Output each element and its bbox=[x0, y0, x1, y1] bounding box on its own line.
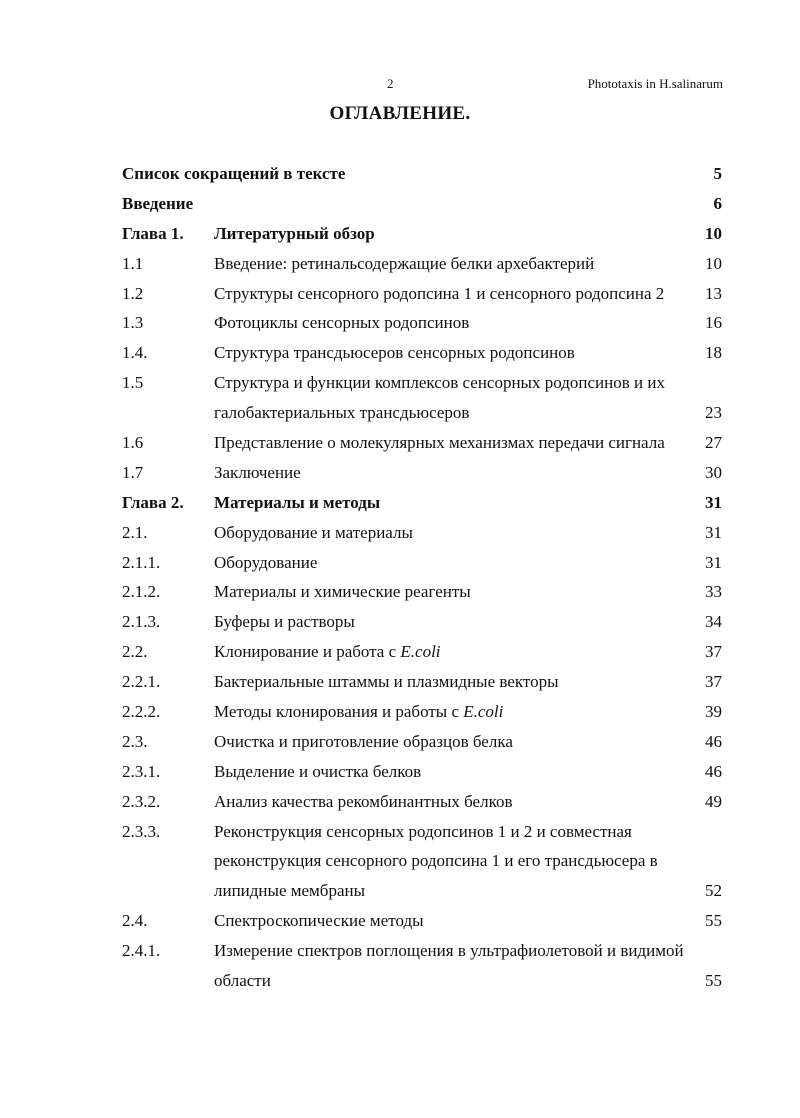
toc-entry-title bbox=[214, 518, 413, 548]
toc-entry-number: 1.6 bbox=[122, 433, 144, 453]
toc-entry-number: 2.2.1. bbox=[122, 672, 161, 692]
toc-entry-number: 1.3 bbox=[122, 313, 144, 333]
toc-entry-title-text: Материалы и методы bbox=[214, 492, 381, 512]
toc-entry-title bbox=[214, 458, 301, 488]
toc-entry-line bbox=[122, 279, 722, 309]
toc-entry-title bbox=[214, 876, 365, 906]
toc-entry-title bbox=[214, 697, 503, 727]
toc-entry-title-text: Фотоциклы сенсорных родопсинов bbox=[214, 313, 470, 333]
toc-entry-title-text: Буферы и растворы bbox=[214, 612, 355, 632]
toc-entry-title-text: Структура и функции комплексов сенсорных родопсинов и их bbox=[214, 373, 665, 393]
toc-entry-number: 2.3.1. bbox=[122, 761, 161, 781]
toc-entry-page: 31 bbox=[705, 552, 722, 572]
toc-entry-title-text: Список сокращений в тексте bbox=[122, 164, 346, 183]
toc-entry-title-text: Клонирование и работа с bbox=[214, 642, 401, 662]
toc-entry-page: 31 bbox=[705, 522, 722, 542]
toc-entry-number: 2.3.2. bbox=[122, 791, 161, 811]
toc-entry-title-text: Структура трансдьюсеров сенсорных родопсинов bbox=[214, 343, 575, 363]
toc-entry-page: 6 bbox=[713, 193, 722, 213]
toc-entry-number: Глава 1. bbox=[122, 223, 184, 243]
toc-entry-number: Глава 2. bbox=[122, 492, 184, 512]
toc-entry-page: 37 bbox=[705, 672, 722, 692]
page-number: 2 bbox=[387, 76, 394, 91]
toc-entry-title-text: Введение bbox=[122, 193, 194, 213]
page-title: ОГЛАВЛЕНИЕ. bbox=[329, 103, 471, 124]
toc-entry-page: 49 bbox=[705, 791, 722, 811]
toc-entry-title bbox=[214, 667, 559, 697]
toc-entry-line bbox=[122, 697, 722, 727]
toc-entry-line bbox=[122, 159, 722, 189]
toc-entry-line bbox=[122, 936, 722, 966]
toc-entry-title bbox=[214, 338, 575, 368]
toc-entry-title-text: Оборудование bbox=[214, 552, 318, 572]
toc-entry-title bbox=[214, 787, 513, 817]
toc-entry-page: 10 bbox=[705, 253, 722, 273]
toc-entry-title-text: липидные мембраны bbox=[214, 881, 366, 901]
toc-entry-line bbox=[122, 219, 722, 249]
toc-entry-line bbox=[122, 637, 722, 667]
toc-entry-page: 16 bbox=[705, 313, 722, 333]
toc-entry-number: 2.2.2. bbox=[122, 702, 161, 722]
toc-entry-page: 34 bbox=[705, 612, 722, 632]
toc-entry-number: 1.1 bbox=[122, 253, 144, 273]
running-header: Phototaxis in H.salinarum bbox=[587, 76, 723, 91]
toc-entry-title-text: Очистка и приготовление образцов белка bbox=[214, 731, 513, 751]
toc-entry-title-text: Литературный обзор bbox=[214, 223, 375, 243]
toc-entry-title-text: галобактериальных трансдьюсеров bbox=[214, 403, 470, 423]
toc-entry-line bbox=[122, 727, 722, 757]
toc-entry-title-text: Измерение спектров поглощения в ультрафиолетовой и видимой bbox=[214, 941, 684, 961]
toc-entry-line bbox=[122, 906, 722, 936]
toc-entry-title-text: Методы клонирования и работы с bbox=[214, 702, 464, 722]
toc-entry-title-text: Введение: ретинальсодержащие белки архебактерий bbox=[214, 253, 595, 273]
toc-entry-line bbox=[122, 667, 722, 697]
toc-entry-title-text: Представление о молекулярных механизмах передачи сигнала bbox=[214, 433, 665, 453]
toc-entry-page: 5 bbox=[713, 164, 722, 183]
toc-entry-title bbox=[214, 846, 658, 876]
toc-entry-number: 2.3. bbox=[122, 731, 148, 751]
toc-entry-number: 1.2 bbox=[122, 283, 144, 303]
toc-entry-number: 2.1.3. bbox=[122, 612, 161, 632]
toc-entry-italic: E.coli bbox=[463, 702, 504, 722]
toc-entry-title bbox=[214, 548, 317, 578]
toc-entry-line bbox=[122, 488, 722, 518]
toc-entry-line bbox=[122, 876, 722, 906]
toc-entry-title-text: области bbox=[214, 971, 271, 991]
toc-entry-line bbox=[122, 757, 722, 787]
toc-entry-title bbox=[214, 966, 271, 996]
toc-entry-number: 2.2. bbox=[122, 642, 148, 662]
toc-entry-number: 1.7 bbox=[122, 462, 144, 482]
toc-entry-title bbox=[214, 368, 665, 398]
toc-entry-line bbox=[122, 966, 722, 996]
toc-entry-title-text: Бактериальные штаммы и плазмидные векторы bbox=[214, 672, 559, 692]
toc-entry-title bbox=[214, 817, 632, 847]
toc-entry-page: 13 bbox=[705, 283, 722, 303]
toc-entry-title-text: Материалы и химические реагенты bbox=[214, 582, 471, 602]
toc-entry-line bbox=[122, 607, 722, 637]
toc-entry-title bbox=[214, 249, 594, 279]
toc-entry-title bbox=[214, 398, 469, 428]
toc-entry-line bbox=[122, 428, 722, 458]
toc-entry-title bbox=[214, 906, 424, 936]
toc-entry-page: 39 bbox=[705, 702, 722, 722]
toc-entry-title bbox=[214, 936, 684, 966]
toc-entry-title-text: Оборудование и материалы bbox=[214, 522, 413, 542]
toc-entry-line bbox=[122, 189, 722, 219]
toc-entry-line bbox=[122, 249, 722, 279]
toc-entry-line bbox=[122, 787, 722, 817]
toc-entry-title bbox=[214, 279, 664, 309]
toc-entry-title-text: Заключение bbox=[214, 462, 301, 482]
toc-entry-number: 2.4.1. bbox=[122, 941, 161, 961]
toc-entry-title bbox=[214, 607, 355, 637]
toc-entry-page: 10 bbox=[705, 223, 722, 243]
toc-entry-number: 2.4. bbox=[122, 911, 148, 931]
toc-entry-page: 46 bbox=[705, 731, 722, 751]
toc-entry-number: 1.4. bbox=[122, 343, 148, 363]
toc-entry-title bbox=[214, 219, 375, 249]
toc-entry-title-text: Структуры сенсорного родопсина 1 и сенсорного родопсина 2 bbox=[214, 283, 665, 303]
toc-entry-number: 2.1.1. bbox=[122, 552, 161, 572]
toc-entry-page: 52 bbox=[705, 881, 722, 901]
toc-entry-line bbox=[122, 398, 722, 428]
toc-entry-title-text: Анализ качества рекомбинантных белков bbox=[214, 791, 513, 811]
toc-entry-line bbox=[122, 548, 722, 578]
toc-entry-number: 2.1.2. bbox=[122, 582, 161, 602]
toc-entry-page: 30 bbox=[705, 462, 722, 482]
toc-entry-line bbox=[122, 846, 722, 876]
table-of-contents bbox=[122, 159, 722, 996]
toc-entry-title-text: реконструкция сенсорного родопсина 1 и его трансдьюсера в bbox=[214, 851, 658, 871]
toc-entry-page: 18 bbox=[705, 343, 722, 363]
toc-entry-number: 1.5 bbox=[122, 373, 144, 393]
toc-entry-line bbox=[122, 368, 722, 398]
toc-entry-line bbox=[122, 518, 722, 548]
toc-entry-title bbox=[214, 637, 441, 667]
toc-entry-page: 27 bbox=[705, 433, 722, 453]
toc-entry-title bbox=[214, 757, 421, 787]
toc-entry-page: 37 bbox=[705, 642, 722, 662]
toc-entry-title-text: Спектроскопические методы bbox=[214, 911, 424, 931]
toc-entry-title-text: Реконструкция сенсорных родопсинов 1 и 2 и совместная bbox=[214, 821, 632, 841]
toc-entry-line bbox=[122, 338, 722, 368]
toc-entry-title bbox=[214, 577, 471, 607]
toc-entry-title bbox=[214, 488, 380, 518]
toc-entry-line bbox=[122, 577, 722, 607]
toc-entry-page: 55 bbox=[705, 911, 722, 931]
toc-entry-title bbox=[214, 727, 513, 757]
toc-entry-page: 33 bbox=[705, 582, 722, 602]
toc-entry-number: 2.1. bbox=[122, 522, 148, 542]
toc-entry-italic: E.coli bbox=[400, 642, 441, 662]
toc-entry-title bbox=[122, 159, 345, 189]
toc-entry-page: 31 bbox=[705, 492, 722, 512]
toc-entry-title bbox=[214, 428, 665, 458]
toc-entry-page: 23 bbox=[705, 403, 722, 423]
toc-entry-page: 46 bbox=[705, 761, 722, 781]
toc-entry-line bbox=[122, 817, 722, 847]
toc-entry-title-text: Выделение и очистка белков bbox=[214, 761, 422, 781]
toc-entry-line bbox=[122, 458, 722, 488]
toc-entry-title bbox=[122, 189, 193, 219]
toc-entry-number: 2.3.3. bbox=[122, 821, 161, 841]
toc-entry-line bbox=[122, 308, 722, 338]
toc-entry-page: 55 bbox=[705, 971, 722, 991]
toc-entry-title bbox=[214, 308, 469, 338]
